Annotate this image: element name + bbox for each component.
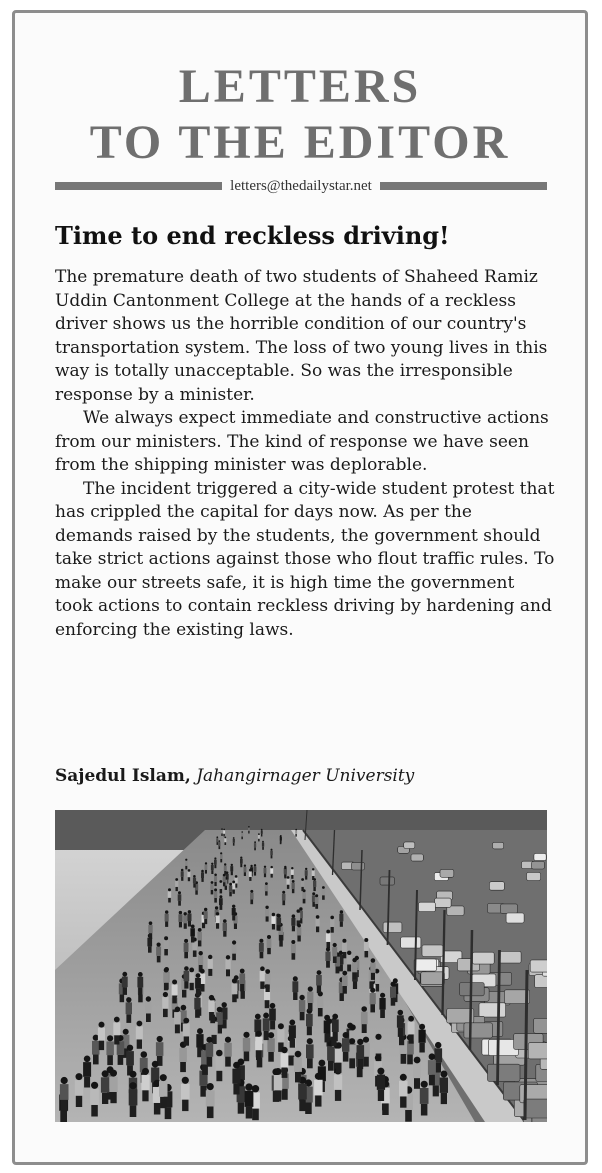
protester bbox=[214, 874, 217, 887]
protester bbox=[101, 1070, 109, 1104]
protester bbox=[113, 1017, 120, 1045]
protester bbox=[357, 1039, 365, 1069]
left-divider bbox=[55, 182, 222, 190]
protester bbox=[297, 924, 302, 942]
protester bbox=[339, 910, 343, 927]
letter-paragraph-3: The incident triggered a city-wide student protest that has crippled the capital for days now. As per the demands raised by the students, the government should take strict actions against those who flout traffic rules. To make our streets safe, it is high time the government took actions to contain reckless driving by hardening and enforcing the existing laws. bbox=[55, 478, 555, 640]
protester bbox=[419, 1024, 426, 1053]
protester bbox=[255, 1031, 262, 1060]
protester bbox=[420, 1081, 429, 1116]
vehicle bbox=[401, 937, 421, 948]
editor-email: letters@thedailystar.net bbox=[230, 177, 372, 194]
protester bbox=[90, 1082, 99, 1117]
protester bbox=[413, 1057, 421, 1089]
vehicle bbox=[534, 854, 546, 861]
protester bbox=[194, 993, 200, 1018]
vehicle bbox=[404, 842, 415, 849]
section-title bbox=[15, 59, 585, 171]
vehicle bbox=[352, 862, 365, 870]
protester bbox=[352, 958, 357, 980]
protester bbox=[254, 864, 257, 876]
protester bbox=[172, 980, 178, 1004]
protester bbox=[83, 1056, 91, 1088]
protester bbox=[239, 969, 245, 992]
vehicle bbox=[488, 1064, 521, 1081]
protester bbox=[218, 840, 220, 849]
vehicle bbox=[532, 862, 545, 870]
protester bbox=[325, 947, 330, 967]
protester bbox=[208, 955, 213, 976]
protester bbox=[294, 1051, 302, 1083]
protester bbox=[269, 1003, 276, 1030]
vehicle bbox=[506, 913, 524, 923]
vehicle bbox=[380, 877, 395, 885]
protester bbox=[162, 992, 168, 1017]
protester bbox=[206, 1037, 214, 1067]
light-pole bbox=[498, 950, 500, 1085]
letter-byline bbox=[55, 764, 555, 788]
protester bbox=[178, 911, 182, 928]
protester bbox=[232, 978, 238, 1002]
protester bbox=[259, 939, 264, 959]
protester bbox=[215, 1050, 223, 1082]
protester bbox=[250, 890, 254, 904]
protester bbox=[141, 1068, 149, 1101]
protester bbox=[316, 970, 322, 993]
protester bbox=[390, 982, 396, 1006]
protester bbox=[106, 1035, 114, 1065]
protester bbox=[265, 906, 269, 922]
letter-paragraph-1: The premature death of two students of Shaheed Ramiz Uddin Cantonment College at the hands of a reckless driver shows us the horrible condition of our country's transportation system. The loss of two young lives in this way is totally unacceptable. So was the irresponsible response by a minister. bbox=[55, 267, 548, 405]
protester bbox=[397, 1010, 404, 1037]
protester bbox=[198, 951, 203, 972]
section-title-line1: LETTERS bbox=[178, 60, 422, 113]
protester bbox=[184, 939, 189, 958]
protester bbox=[148, 921, 152, 939]
protester bbox=[187, 869, 190, 881]
vehicle bbox=[440, 869, 454, 877]
vehicle bbox=[527, 873, 541, 881]
protester bbox=[137, 972, 143, 995]
protester bbox=[122, 972, 128, 995]
protester bbox=[211, 863, 214, 874]
protester bbox=[145, 996, 151, 1022]
vehicle bbox=[524, 1099, 547, 1118]
right-divider bbox=[380, 182, 547, 190]
protester bbox=[183, 1018, 190, 1046]
protester bbox=[296, 909, 300, 925]
protester bbox=[179, 1042, 187, 1073]
protester bbox=[324, 1015, 331, 1043]
protester bbox=[291, 914, 295, 931]
protester bbox=[265, 882, 268, 895]
protester bbox=[364, 938, 369, 957]
protester bbox=[249, 869, 252, 881]
protester bbox=[60, 1077, 69, 1111]
vehicle bbox=[489, 882, 504, 891]
protester bbox=[189, 968, 195, 991]
protester bbox=[159, 1074, 168, 1108]
protester bbox=[317, 991, 323, 1016]
protester bbox=[428, 1053, 436, 1085]
vehicle bbox=[464, 1023, 493, 1038]
protester bbox=[314, 1073, 323, 1107]
protester bbox=[335, 1042, 343, 1073]
author-name: Sajedul Islam, bbox=[55, 766, 191, 786]
vehicle bbox=[419, 902, 436, 912]
protester bbox=[223, 919, 227, 936]
protester bbox=[214, 888, 218, 902]
protester bbox=[316, 915, 320, 932]
protester bbox=[306, 1038, 314, 1068]
protester bbox=[258, 833, 260, 841]
vehicle bbox=[500, 904, 517, 914]
protester bbox=[224, 1037, 232, 1067]
protester bbox=[399, 1074, 408, 1108]
vehicle bbox=[473, 952, 495, 964]
protester bbox=[201, 870, 204, 882]
protester bbox=[264, 866, 267, 878]
protester bbox=[230, 864, 233, 876]
protester bbox=[440, 1071, 448, 1105]
protester bbox=[307, 986, 313, 1011]
protest-photo-illustration bbox=[55, 810, 547, 1122]
protester bbox=[126, 997, 132, 1023]
protester bbox=[163, 968, 169, 991]
protester bbox=[109, 1070, 117, 1104]
vehicle bbox=[493, 842, 504, 849]
protester bbox=[342, 939, 347, 959]
protester bbox=[75, 1073, 84, 1107]
vehicle bbox=[422, 945, 443, 957]
protester bbox=[332, 1014, 339, 1042]
light-pole bbox=[525, 970, 527, 1120]
protester bbox=[342, 971, 348, 994]
protester bbox=[260, 966, 266, 989]
protester bbox=[168, 888, 172, 902]
protester bbox=[181, 1077, 190, 1111]
protester bbox=[206, 1083, 215, 1118]
protester bbox=[204, 908, 208, 924]
letter-body bbox=[55, 266, 555, 642]
vehicle bbox=[534, 1018, 547, 1033]
vehicle bbox=[530, 960, 547, 972]
protester bbox=[282, 891, 286, 905]
protester bbox=[136, 1021, 143, 1049]
protester bbox=[197, 928, 202, 946]
protester bbox=[330, 916, 334, 933]
protest-photo bbox=[55, 810, 547, 1122]
protester bbox=[289, 1020, 296, 1048]
protester bbox=[265, 969, 271, 992]
protester bbox=[195, 973, 201, 996]
protester bbox=[267, 935, 272, 954]
vehicle bbox=[500, 951, 522, 963]
protester bbox=[277, 914, 281, 931]
protester bbox=[263, 1013, 270, 1041]
protester bbox=[174, 1007, 181, 1034]
vehicle bbox=[479, 1003, 506, 1017]
letter-paragraph-2: We always expect immediate and constructive actions from our ministers. The kind of response we have seen from the shipping minister was deplorable. bbox=[55, 408, 549, 475]
protester bbox=[245, 1083, 254, 1118]
vehicle bbox=[435, 898, 452, 907]
protester bbox=[302, 889, 306, 903]
protester bbox=[224, 837, 226, 846]
protester bbox=[292, 976, 298, 1000]
protester bbox=[347, 951, 352, 972]
protester bbox=[129, 1082, 138, 1117]
protester bbox=[306, 1008, 313, 1035]
protester bbox=[299, 995, 305, 1021]
protester bbox=[274, 1068, 282, 1102]
protester bbox=[287, 876, 290, 889]
author-affiliation: Jahangirnager University bbox=[196, 766, 415, 786]
letter-headline: Time to end reckless driving! bbox=[55, 221, 450, 250]
protester bbox=[348, 1038, 356, 1068]
protester bbox=[232, 940, 237, 960]
protester bbox=[292, 880, 295, 893]
protester bbox=[156, 943, 161, 963]
protester bbox=[210, 881, 213, 894]
protester bbox=[205, 862, 208, 873]
vehicle bbox=[411, 854, 423, 861]
protester bbox=[225, 955, 230, 976]
protester bbox=[326, 930, 331, 949]
vehicle bbox=[528, 1043, 547, 1059]
protester bbox=[370, 988, 376, 1013]
protester bbox=[244, 865, 247, 877]
protester bbox=[164, 936, 169, 955]
protester bbox=[219, 880, 222, 893]
protester bbox=[342, 1032, 349, 1062]
protester bbox=[223, 874, 226, 887]
protester bbox=[232, 905, 236, 921]
protester bbox=[229, 883, 232, 897]
protester bbox=[184, 966, 190, 988]
protester bbox=[291, 867, 294, 879]
vehicle bbox=[421, 972, 445, 985]
protester bbox=[280, 835, 282, 843]
protester bbox=[165, 910, 169, 927]
protester bbox=[232, 1062, 240, 1095]
protester bbox=[178, 891, 182, 905]
protester bbox=[187, 910, 191, 926]
protester bbox=[98, 1022, 105, 1051]
vehicle bbox=[383, 922, 402, 932]
protester bbox=[190, 925, 195, 943]
protester bbox=[370, 958, 375, 980]
section-title-line2: TO THE EDITOR bbox=[89, 116, 511, 169]
protester bbox=[332, 943, 337, 963]
vehicle bbox=[535, 975, 547, 988]
protester bbox=[408, 1016, 415, 1044]
protester bbox=[377, 1068, 385, 1101]
protester bbox=[208, 995, 214, 1021]
protester bbox=[243, 1032, 250, 1062]
protester bbox=[379, 993, 385, 1018]
email-row bbox=[55, 176, 547, 196]
protester bbox=[281, 1047, 289, 1078]
protester bbox=[232, 881, 235, 894]
vehicle bbox=[414, 959, 436, 971]
protester bbox=[216, 836, 218, 845]
protester bbox=[181, 869, 184, 881]
protester bbox=[361, 1006, 368, 1033]
